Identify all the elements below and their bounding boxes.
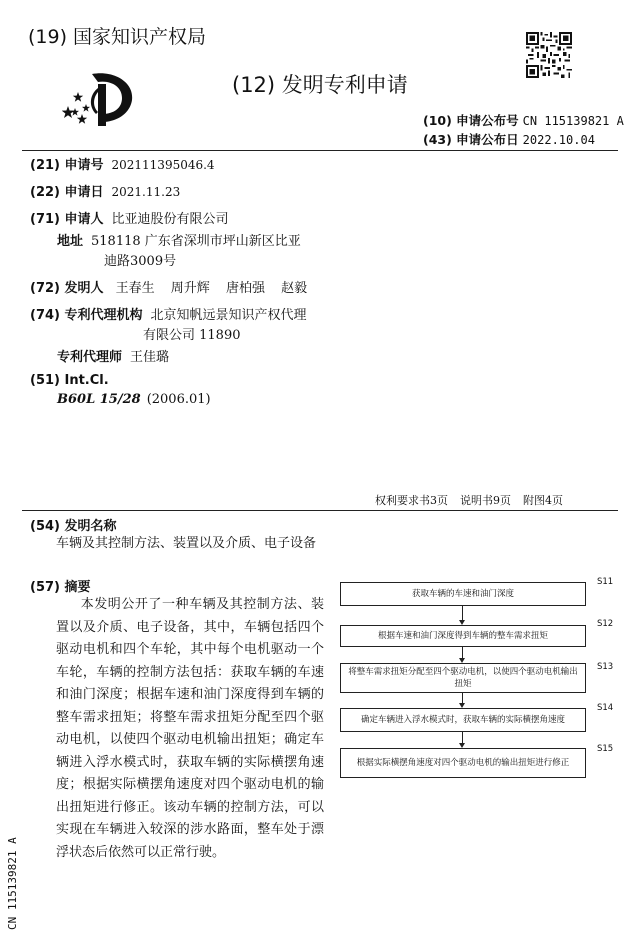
header-divider <box>22 150 618 151</box>
office-name: (19) 国家知识产权局 <box>28 26 207 48</box>
flow-arrow <box>462 606 463 621</box>
publication-number-row <box>423 111 624 129</box>
publication-date-row <box>423 130 595 148</box>
filing-date: 2021.11.23 <box>111 185 181 199</box>
document-type: (12) 发明专利申请 <box>232 73 408 97</box>
flow-step-id: S11 <box>597 577 614 587</box>
address-field <box>57 230 301 249</box>
inventor-name: 周升辉 <box>170 281 210 296</box>
flow-step-box <box>340 625 586 647</box>
filing-date-label: (22) 申请日 <box>30 185 104 200</box>
publication-date: 2022.10.04 <box>522 133 595 147</box>
inventors-label: (72) 发明人 <box>30 281 104 296</box>
applicant-field <box>30 208 229 227</box>
patent-agent-field <box>57 346 169 365</box>
application-number: 202111395046.4 <box>111 158 215 172</box>
drawing-pages: 附图4页 <box>523 494 563 507</box>
inventor-name: 唐柏强 <box>225 281 265 296</box>
ipc-class: B60L 15/28 <box>57 392 141 407</box>
patent-agency-label: (74) 专利代理机构 <box>30 308 143 323</box>
description-pages: 说明书9页 <box>460 494 511 507</box>
flow-step-box <box>340 663 586 693</box>
address-line-1: 518118 广东省深圳市坪山新区比亚 <box>91 234 301 249</box>
ipc-version: (2006.01) <box>146 392 211 407</box>
publication-number: CN 115139821 A <box>522 114 624 128</box>
applicant-label: (71) 申请人 <box>30 212 104 227</box>
patent-agency-line-2: 有限公司 11890 <box>143 328 241 343</box>
patent-agent-label: 专利代理师 <box>57 350 123 365</box>
flow-step-id: S14 <box>597 703 614 713</box>
flow-step-box <box>340 748 586 778</box>
ipc-field <box>30 373 117 388</box>
qr-code-icon <box>526 32 572 78</box>
inventor-name: 赵毅 <box>281 281 308 296</box>
flow-step-box <box>340 582 586 606</box>
application-number-field <box>30 154 215 173</box>
flow-step-text: 根据实际横摆角速度对四个驱动电机的输出扭矩进行修正 <box>356 758 570 768</box>
invention-title-label: (54) 发明名称 <box>30 519 117 534</box>
filing-date-field <box>30 181 180 200</box>
ipc-label: (51) Int.Cl. <box>30 373 109 388</box>
ipc-classification <box>57 392 211 407</box>
flow-step-text: 将整车需求扭矩分配至四个驱动电机，以使四个驱动电机输出扭矩 <box>348 667 578 689</box>
invention-title: 车辆及其控制方法、装置以及介质、电子设备 <box>56 536 317 551</box>
side-publication-code <box>6 830 20 930</box>
applicant: 比亚迪股份有限公司 <box>111 212 229 227</box>
abstract-divider <box>22 510 618 511</box>
inventors-field <box>30 277 307 296</box>
abstract-text: 本发明公开了一种车辆及其控制方法、装置以及介质、电子设备，其中，车辆包括四个驱动电机和四个车轮，其中每个电机驱动一个车轮，车辆的控制方法包括：获取车辆的车速和油门深度；根据车速和油门深度得到车辆的整车需求扭矩；将整车需求扭矩分配至四个驱动电机，以使四个驱动电机输出扭矩；确定车辆进入浮水模式时，获取车辆的实际横摆角速度；根据实际横摆角速度对四个驱动电机的输出扭矩进行修正。该动车辆的控制方法，可以实现在车辆进入较深的涉水路面，整车处于漂浮状态后依然可以正常行驶。 <box>56 597 324 860</box>
inventor-name: 王春生 <box>115 281 155 296</box>
patent-agency-field <box>30 304 307 323</box>
flow-step-text: 根据车速和油门深度得到车辆的整车需求扭矩 <box>377 631 548 641</box>
side-publication-code-text: CN 115139821 A <box>6 837 19 930</box>
application-number-label: (21) 申请号 <box>30 158 104 173</box>
publication-date-label: (43) 申请公布日 <box>423 132 519 147</box>
flow-step-text: 获取车辆的车速和油门深度 <box>411 589 514 599</box>
flow-step-text: 确定车辆进入浮水模式时，获取车辆的实际横摆角速度 <box>360 715 565 725</box>
publication-number-label: (10) 申请公布号 <box>423 113 519 128</box>
flow-step-id: S12 <box>597 619 614 629</box>
address-line-2: 迪路3009号 <box>104 254 177 269</box>
flow-step-id: S15 <box>597 744 614 754</box>
patent-agent: 王佳璐 <box>130 350 170 365</box>
flow-step-box <box>340 708 586 732</box>
page-counts <box>375 492 575 508</box>
abstract-label: (57) 摘要 <box>30 580 91 595</box>
address-label: 地址 <box>57 234 84 249</box>
claims-pages: 权利要求书3页 <box>375 494 448 507</box>
flow-step-id: S13 <box>597 662 614 672</box>
patent-agency-line-1: 北京知帆远景知识产权代理 <box>150 308 307 323</box>
cnipa-logo-icon <box>62 68 136 128</box>
